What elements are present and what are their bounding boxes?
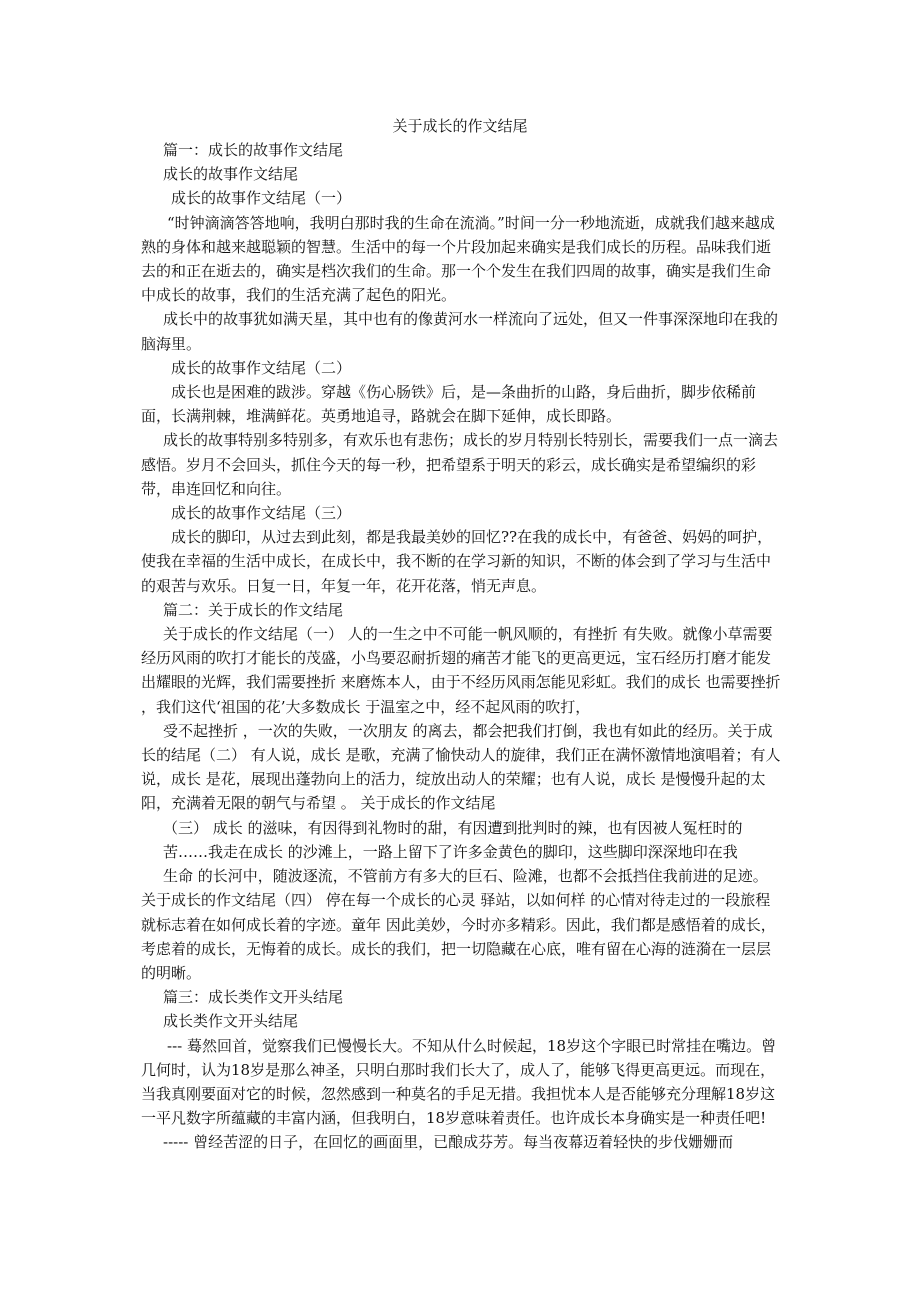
paragraph: --- 蓦然回首，觉察我们已慢慢长大。不知从什么时候起，18岁这个字眼已时常挂在嘴边。曾几何时，认为18岁是那么神圣，只明白那时我们长大了，成人了，能够飞得更高更远。而现在，当我真刚要面对它的时候，忽然感到一种莫名的手足无措。我担忧本人是否能够充分理解18岁这一平凡数字所蕴藏的丰富内涵，但我明白，18岁意味着责任。也许成长本身确实是一种责任吧!	[141, 1036, 777, 1128]
paragraph: 篇一：成长的故事作文结尾	[163, 141, 344, 159]
paragraph: 成长的故事作文结尾	[163, 165, 299, 184]
paragraph: 篇二：关于成长的作文结尾	[163, 600, 344, 619]
paragraph: 成长的故事作文结尾（二）	[171, 358, 352, 377]
paragraph: “时钟滴滴答答地响，我明白那时我的生命在流淌。”时间一分一秒地流逝，成就我们越来越成熟的身体和越来越聪颖的智慧。生活中的每一个片段加起来确实是我们成长的历程。品味我们逝去的和正在逝去的，确实是档次我们的生命。那一个个发生在我们四周的故事，确实是我们生命中成长的故事，我们的生活充满了起色的阳光。	[141, 213, 775, 305]
paragraph: 成长类作文开头结尾	[163, 1012, 299, 1031]
paragraph: 成长也是困难的跋涉。穿越《伤心肠铁》后，是—条曲折的山路，身后曲折，脚步依稀前面，长满荆棘，堆满鲜花。英勇地追寻，路就会在脚下延伸，成长即路。	[141, 383, 757, 426]
paragraph: 成长的故事作文结尾（三）	[171, 504, 352, 523]
paragraph: ----- 曾经苦涩的日子，在回忆的画面里，已酿成芬芳。每当夜幕迈着轻快的步伐姗姗而	[163, 1133, 734, 1152]
paragraph: 篇三：成长类作文开头结尾	[163, 988, 344, 1007]
paragraph: 关于成长的作文结尾（一） 人的一生之中不可能一帆风顺的，有挫折 有失败。就像小草需要经历风雨的吹打才能长的茂盛，小鸟要忍耐折翅的痛苦才能飞的更高更远，宝石经历打磨才能发出耀眼的光辉，我们需要挫折 来磨炼本人，由于不经历风雨怎能见彩虹。我们的成长 也需要挫折 ，我们这代‘祖国的花’大多数成长 于温室之中，经不起风雨的吹打，	[141, 625, 781, 716]
paragraph: 成长的故事特别多特别多，有欢乐也有悲伤；成长的岁月特别长特别长，需要我们一点一滴去感悟。岁月不会回头，抓住今天的每一秒，把希望系于明天的彩云，成长确实是希望编织的彩带，串连回忆和向往。	[141, 431, 779, 498]
paragraph: 成长中的故事犹如满天星，其中也有的像黄河水一样流向了远处，但又一件事深深地印在我的脑海里。	[141, 310, 779, 353]
paragraph: 成长的故事作文结尾（一）	[171, 189, 352, 208]
paragraph: 成长的脚印，从过去到此刻，都是我最美妙的回忆??在我的成长中，有爸爸、妈妈的呵护，使我在幸福的生活中成长，在成长中，我不断的在学习新的知识，不断的体会到了学习与生活中的艰苦与欢乐。日复一日，年复一年，花开花落，悄无声息。	[141, 528, 773, 595]
document-body	[141, 138, 781, 1155]
paragraph: 受不起挫折 ，一次的失败，一次朋友 的离去，都会把我们打倒，我也有如此的经历。关于成长的结尾（二） 有人说，成长 是歌，充满了愉快动人的旋律，我们正在满怀激情地演唱着；有人说，成长 是花，展现出蓬勃向上的活力，绽放出动人的荣耀；也有人说，成长 是慢慢升起的太阳，充满着无限的朝气与希望 。 关于成长的作文结尾	[141, 721, 781, 813]
paragraph: （三） 成长 的滋味，有因得到礼物时的甜，有因遭到批判时的辣，也有因被人冤枉时的苦……我走在成长 的沙滩上，一路上留下了许多金黄色的脚印，这些脚印深深地印在我	[163, 818, 743, 861]
paragraph: 生命 的长河中，随波逐流，不管前方有多大的巨石、险滩，也都不会抵挡住我前进的足迹。 关于成长的作文结尾（四） 停在每一个成长的心灵 驿站，以如何样 的心情对待走过的一段旅程就标志着在如何成长着的字迹。童年 因此美妙，今时亦多精彩。因此，我们都是感悟着的成长，考虑着的成长，无悔着的成长。成长的我们，把一切隐藏在心底，唯有留在心海的涟漪在一层层的明晰。	[141, 867, 776, 982]
document-title: 关于成长的作文结尾	[392, 117, 528, 135]
